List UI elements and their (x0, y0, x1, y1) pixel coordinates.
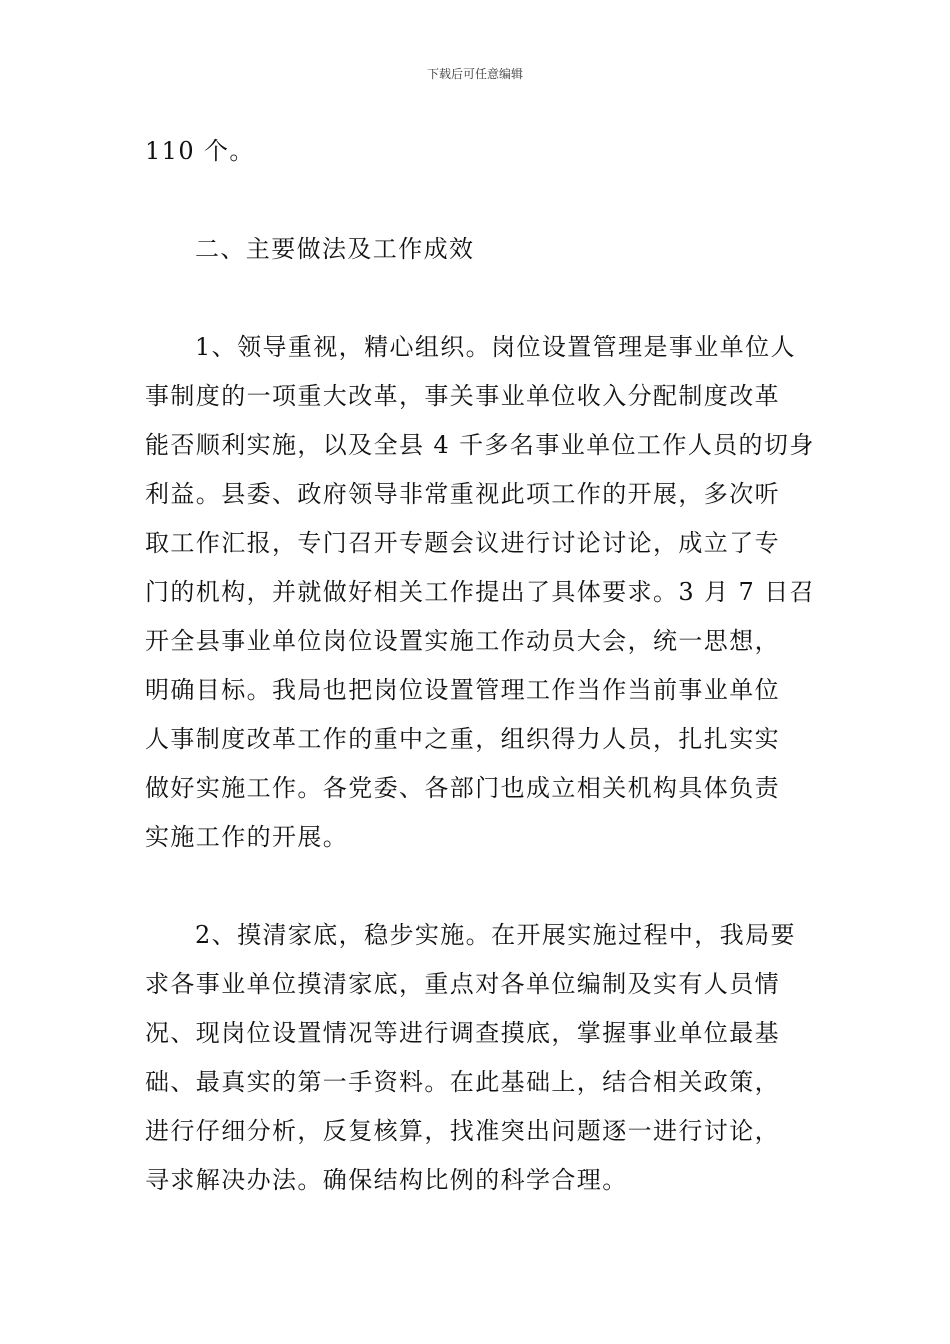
paragraph-leadership (145, 323, 816, 862)
text-line: 础、最真实的第一手资料。在此基础上，结合相关政策， (145, 1068, 780, 1096)
text-line: 事制度的一项重大改革，事关事业单位收入分配制度改革 (145, 382, 780, 410)
text-line: 取工作汇报，专门召开专题会议进行讨论讨论，成立了专 (145, 529, 780, 557)
text-line: 实施工作的开展。 (145, 823, 349, 851)
text-line: 门的机构，并就做好相关工作提出了具体要求。3 月 7 日召 (145, 578, 816, 606)
text-line: 1、领导重视，精心组织。岗位设置管理是事业单位人 (195, 333, 796, 361)
text-line: 110 个。 (145, 137, 255, 165)
document-body (145, 127, 816, 1205)
text-line: 明确目标。我局也把岗位设置管理工作当作当前事业单位 (145, 676, 780, 704)
text-line: 寻求解决办法。确保结构比例的科学合理。 (145, 1166, 628, 1194)
text-line: 人事制度改革工作的重中之重，组织得力人员，扎扎实实 (145, 725, 780, 753)
text-line: 求各事业单位摸清家底，重点对各单位编制及实有人员情 (145, 970, 780, 998)
text-line: 况、现岗位设置情况等进行调查摸底，掌握事业单位最基 (145, 1019, 780, 1047)
text-line: 利益。县委、政府领导非常重视此项工作的开展，多次听 (145, 480, 780, 508)
text-line: 二、主要做法及工作成效 (195, 235, 475, 263)
text-line: 开全县事业单位岗位设置实施工作动员大会，统一思想， (145, 627, 780, 655)
paragraph-investigation (145, 911, 810, 1205)
text-line: 2、摸清家底，稳步实施。在开展实施过程中，我局要 (195, 921, 796, 949)
text-line: 能否顺利实施，以及全县 4 千多名事业单位工作人员的切身 (145, 431, 815, 459)
text-line: 做好实施工作。各党委、各部门也成立相关机构具体负责 (145, 774, 780, 802)
text-line: 进行仔细分析，反复核算，找准突出问题逐一进行讨论， (145, 1117, 780, 1145)
paragraph-count-tail (145, 127, 810, 176)
page-header: 下载后可任意编辑 (426, 67, 523, 81)
section-heading (145, 225, 810, 274)
